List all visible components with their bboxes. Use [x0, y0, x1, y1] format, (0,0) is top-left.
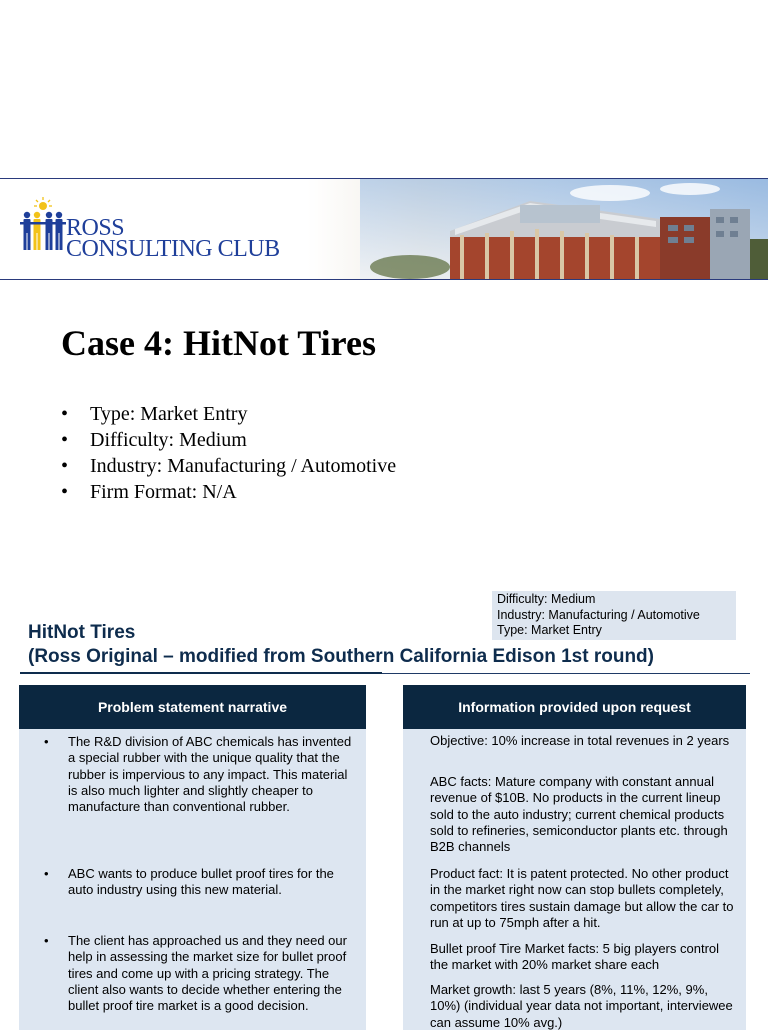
info-objective: Objective: 10% increase in total revenues in 2 years — [430, 733, 730, 748]
panel-header-information: Information provided upon request — [403, 685, 746, 729]
bullet: • — [44, 933, 49, 948]
bullet: • — [61, 455, 69, 477]
info-product-fact: Product fact: It is patent protected. No other product in the market right now can stop bullets completely, competitors tires sustain damage but allow the car to run at up to 75mph after a hit. — [430, 866, 734, 930]
title-divider-accent — [20, 672, 382, 674]
case-meta-list — [61, 401, 396, 505]
bullet: • — [44, 866, 49, 881]
building-photo — [360, 179, 768, 279]
case-title: Case 4: HitNot Tires — [61, 323, 376, 363]
slide-title-line2: (Ross Original – modified from Southern California Edison 1st round) — [28, 646, 654, 667]
list-item — [44, 866, 358, 899]
meta-text: Type: Market Entry — [90, 403, 248, 425]
bullet: • — [61, 481, 69, 503]
meta-box-type: Type: Market Entry — [497, 623, 602, 637]
info-market-growth: Market growth: last 5 years (8%, 11%, 12%, 9%, 10%) (individual year data not important, interviewee can assume 10% avg.) — [430, 982, 733, 1030]
case-meta-type — [61, 401, 396, 427]
logo-text-consulting-club: CONSULTING CLUB — [66, 236, 280, 262]
meta-text: Difficulty: Medium — [90, 429, 247, 451]
people-figures-icon — [20, 195, 66, 261]
panel-header-problem: Problem statement narrative — [19, 685, 366, 729]
info-market-facts: Bullet proof Tire Market facts: 5 big players control the market with 20% market share each — [430, 941, 720, 973]
case-meta-firm-format — [61, 479, 396, 505]
list-item — [44, 734, 358, 815]
information-panel — [403, 685, 746, 1030]
list-item — [44, 933, 358, 1014]
problem-statement-panel — [19, 685, 366, 1030]
logo-text-ross: ROSS — [66, 215, 125, 241]
narrative-text: ABC wants to produce bullet proof tires for the auto industry using this new material. — [68, 866, 334, 898]
meta-box-industry: Industry: Manufacturing / Automotive — [497, 607, 700, 622]
case-meta-difficulty — [61, 427, 396, 453]
bullet: • — [61, 403, 69, 425]
bullet: • — [44, 734, 49, 749]
meta-text: Firm Format: N/A — [90, 481, 237, 503]
slide-title — [28, 621, 654, 669]
narrative-text: The R&D division of ABC chemicals has invented a special rubber with the unique quality that the rubber is impervious to any impact. This material is also much lighter and slightly cheaper to manufacture than conventional rubber. — [68, 734, 352, 815]
ross-consulting-club-logo — [20, 195, 310, 261]
case-meta-industry — [61, 453, 396, 479]
slide-title-line1: HitNot Tires — [28, 622, 136, 643]
info-abc-facts: ABC facts: Mature company with constant annual revenue of $10B. No products in the current lineup sold to the auto industry; current chemical products sold to refineries, semiconductor plants etc. through B2B channels — [430, 774, 728, 855]
narrative-text: The client has approached us and they need our help in assessing the market size for bullet proof tires and come up with a pricing strategy. The client also wants to decide whether entering the bullet proof tire market is a good decision. — [68, 933, 347, 1014]
meta-box-difficulty: Difficulty: Medium — [497, 592, 596, 606]
header-banner — [0, 178, 768, 280]
bullet: • — [61, 429, 69, 451]
meta-text: Industry: Manufacturing / Automotive — [90, 455, 397, 477]
